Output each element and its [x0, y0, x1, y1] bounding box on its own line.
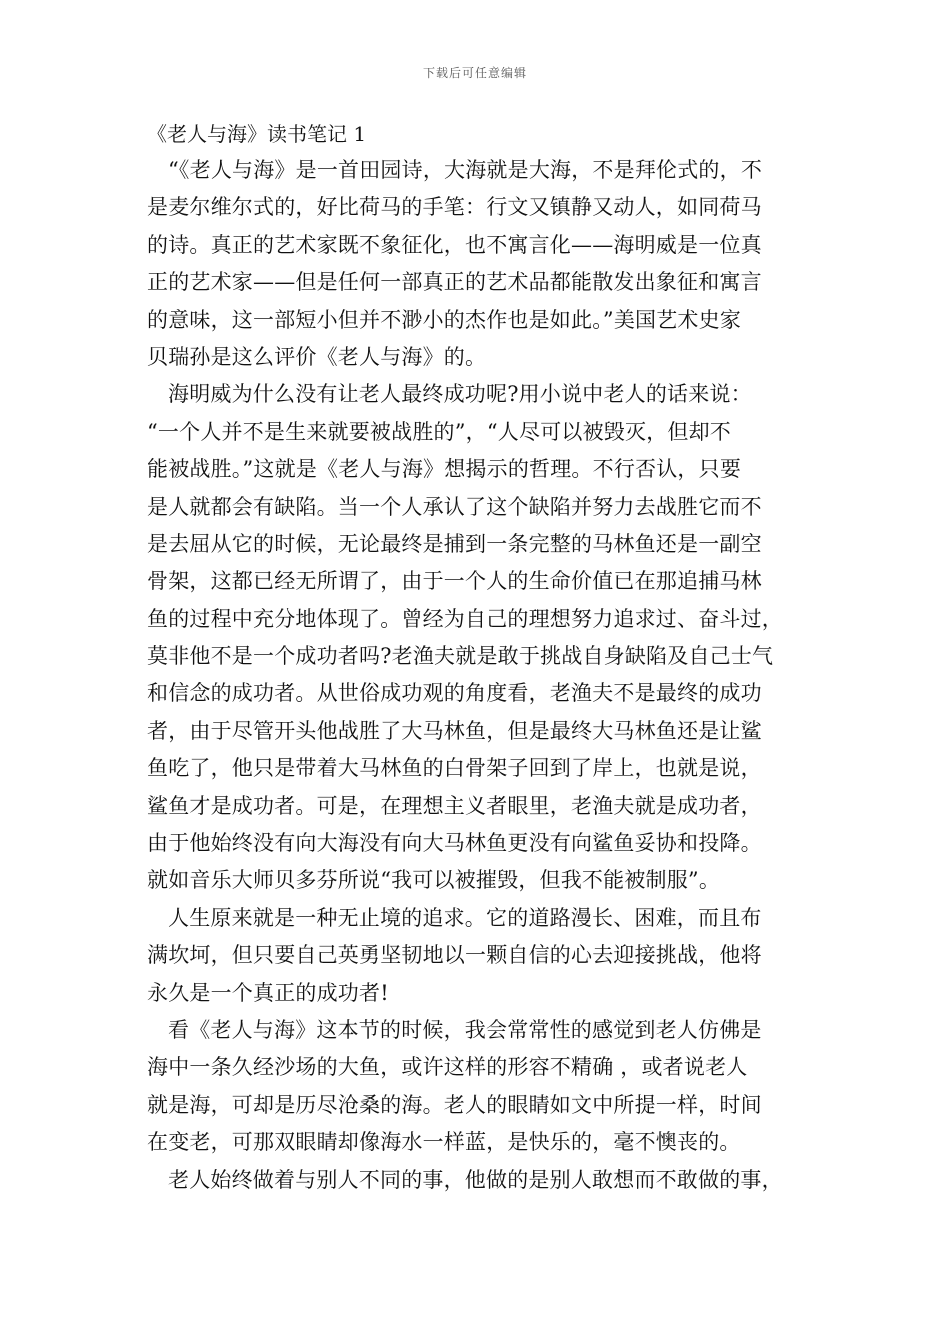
document-body — [147, 118, 827, 1199]
text-line: 的意味，这一部短小但并不渺小的杰作也是如此。”美国艺术史家 — [147, 307, 742, 332]
text-line: 海明威为什么没有让老人最终成功呢?用小说中老人的话来说： — [168, 382, 752, 407]
text-line: 看《老人与海》这本节的时候，我会常常性的感觉到老人仿佛是 — [168, 1017, 762, 1042]
text-line: 鱼吃了，他只是带着大马林鱼的白骨架子回到了岸上，也就是说， — [147, 756, 762, 781]
text-line: “《老人与海》是一首田园诗，大海就是大海，不是拜伦式的，不 — [168, 158, 763, 182]
text-line: 就是海，可却是历尽沧桑的海。老人的眼睛如文中所提一样，时间 — [147, 1092, 762, 1117]
text-line: 和信念的成功者。从世俗成功观的角度看，老渔夫不是最终的成功 — [147, 681, 762, 706]
text-line: 是去屈从它的时候，无论最终是捕到一条完整的马林鱼还是一副空 — [147, 531, 762, 556]
text-line: 满坎坷，但只要自己英勇坚韧地以一颗自信的心去迎接挑战，他将 — [147, 943, 762, 968]
text-line: 是麦尔维尔式的，好比荷马的手笔：行文又镇静又动人，如同荷马 — [147, 195, 762, 220]
text-line: 人生原来就是一种无止境的追求。它的道路漫长、困难，而且布 — [168, 905, 762, 930]
text-line: 骨架，这都已经无所谓了，由于一个人的生命价值已在那追捕马林 — [147, 569, 762, 594]
text-line: “一个人并不是生来就要被战胜的”，“人尽可以被毁灭，但却不 — [147, 419, 732, 444]
text-line: 由于他始终没有向大海没有向大马林鱼更没有向鲨鱼妥协和投降。 — [147, 831, 762, 856]
text-line: 是人就都会有缺陷。当一个人承认了这个缺陷并努力去战胜它而不 — [147, 494, 762, 519]
text-line: 在变老，可那双眼睛却像海水一样蓝，是快乐的，毫不懊丧的。 — [147, 1130, 741, 1155]
text-line: 就如音乐大师贝多芬所说“我可以被摧毁，但我不能被制服”。 — [147, 868, 721, 893]
document-title: 《老人与海》读书笔记 1 — [147, 122, 367, 146]
text-line: 永久是一个真正的成功者! — [147, 980, 389, 1005]
text-line: 老人始终做着与别人不同的事，他做的是别人敢想而不敢做的事， — [168, 1167, 783, 1192]
text-line: 莫非他不是一个成功者吗?老渔夫就是敢于挑战自身缺陷及自己士气 — [147, 644, 774, 669]
text-line: 海中一条久经沙场的大鱼，或许这样的形容不精确 ，或者说老人 — [147, 1055, 748, 1080]
text-line: 者，由于尽管开头他战胜了大马林鱼，但是最终大马林鱼还是让鲨 — [147, 718, 762, 743]
text-line: 的诗。真正的艺术家既不象征化，也不寓言化——海明威是一位真 — [147, 232, 762, 257]
text-line: 正的艺术家——但是任何一部真正的艺术品都能散发出象征和寓言 — [147, 270, 762, 295]
text-line: 鱼的过程中充分地体现了。曾经为自己的理想努力追求过、奋斗过， — [147, 606, 783, 631]
text-line: 鲨鱼才是成功者。可是，在理想主义者眼里，老渔夫就是成功者， — [147, 793, 762, 818]
page-header: 下载后可任意编辑 — [422, 66, 527, 80]
text-line: 能被战胜。”这就是《老人与海》想揭示的哲理。不行否认，只要 — [147, 457, 742, 482]
document-text — [147, 152, 827, 1199]
text-line: 贝瑞孙是这么评价《老人与海》的。 — [147, 344, 487, 369]
